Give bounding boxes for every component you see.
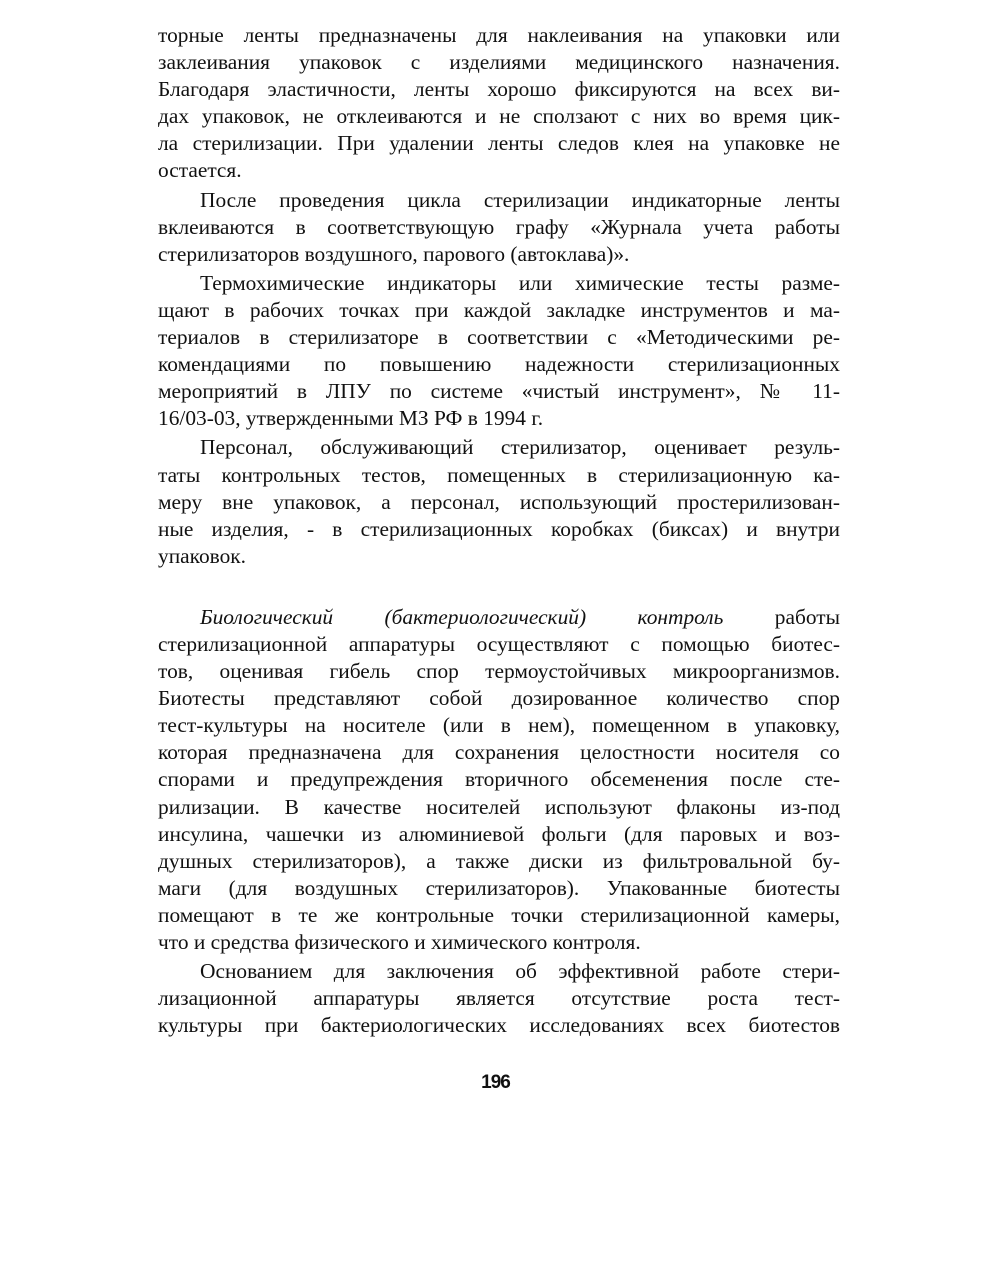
page-number: 196: [481, 1072, 510, 1093]
text-line: Персонал, обслуживающий стерилизатор, оценивает резуль-: [200, 435, 840, 460]
text-span: работы: [723, 604, 841, 629]
text-line: помещают в те же контрольные точки стерилизационной камеры,: [158, 902, 840, 927]
text-line: комендациями по повышению надежности стерилизационных: [158, 352, 840, 377]
text-line: щают в рабочих точках при каждой закладке инструментов и ма-: [158, 297, 840, 322]
text-line: 16/03-03, утвержденными МЗ РФ в 1994 г.: [158, 406, 544, 431]
text-line: рилизации. В качестве носителей используют флаконы из-под: [158, 794, 840, 819]
text-line: вклеиваются в соответствующую графу «Журнала учета работы: [158, 214, 840, 239]
paragraph-1: [158, 22, 840, 185]
paragraph-3: [158, 270, 840, 433]
text-line: [158, 604, 840, 631]
text-line: заклеивания упаковок с изделиями медицинского назначения.: [158, 50, 840, 75]
text-line: которая предназначена для сохранения целостности носителя со: [158, 740, 840, 765]
paragraph-6: [158, 958, 840, 1039]
paragraph-4: [158, 434, 840, 569]
text-line: стерилизационной аппаратуры осуществляют с помощью биотес-: [158, 631, 840, 656]
text-line: инсулина, чашечки из алюминиевой фольги (для паровых и воз-: [158, 821, 840, 846]
text-line: маги (для воздушных стерилизаторов). Упакованные биотесты: [158, 875, 840, 900]
paragraph-5: [158, 604, 840, 956]
text-line: спорами и предупреждения вторичного обсеменения после сте-: [158, 767, 840, 792]
text-line: ные изделия, - в стерилизационных коробках (биксах) и внутри: [158, 516, 840, 541]
text-line: лизационной аппаратуры является отсутствие роста тест-: [158, 986, 840, 1011]
text-line: ла стерилизации. При удалении ленты следов клея на упаковке не: [158, 131, 840, 156]
text-line: тест-культуры на носителе (или в нем), помещенном в упаковку,: [158, 713, 840, 738]
text-line: Термохимические индикаторы или химические тесты разме-: [200, 270, 840, 295]
document-page: [158, 22, 840, 1039]
text-line: остается.: [158, 158, 242, 183]
text-line: Благодаря эластичности, ленты хорошо фиксируются на всех ви-: [158, 77, 840, 102]
text-line: торные ленты предназначены для наклеивания на упаковки или: [158, 23, 840, 47]
text-line: стерилизаторов воздушного, парового (автоклава)».: [158, 241, 630, 266]
text-line: Биотесты представляют собой дозированное количество спор: [158, 686, 840, 711]
text-line: тов, оценивая гибель спор термоустойчивых микроорганизмов.: [158, 659, 840, 684]
text-line: меру вне упаковок, а персонал, использующий простерилизован-: [158, 489, 840, 514]
text-line: териалов в стерилизаторе в соответствии с «Методическими ре-: [158, 325, 840, 350]
italic-term: Биологический (бактериологический) контроль: [200, 604, 724, 629]
text-line: упаковок.: [158, 543, 247, 568]
text-line: душных стерилизаторов), а также диски из фильтровальной бу-: [158, 848, 840, 873]
text-line: дах упаковок, не отклеиваются и не сползают с них во время цик-: [158, 104, 840, 129]
text-line: что и средства физического и химического контроля.: [158, 930, 641, 954]
paragraph-2: [158, 187, 840, 268]
text-line: мероприятий в ЛПУ по системе «чистый инструмент», № 11-: [158, 379, 840, 404]
text-line: Основанием для заключения об эффективной работе стери-: [200, 959, 840, 984]
text-line: культуры при бактериологических исследованиях всех биотестов: [158, 1013, 840, 1038]
text-line: После проведения цикла стерилизации индикаторные ленты: [200, 187, 840, 212]
text-line: таты контрольных тестов, помещенных в стерилизационную ка-: [158, 462, 840, 487]
